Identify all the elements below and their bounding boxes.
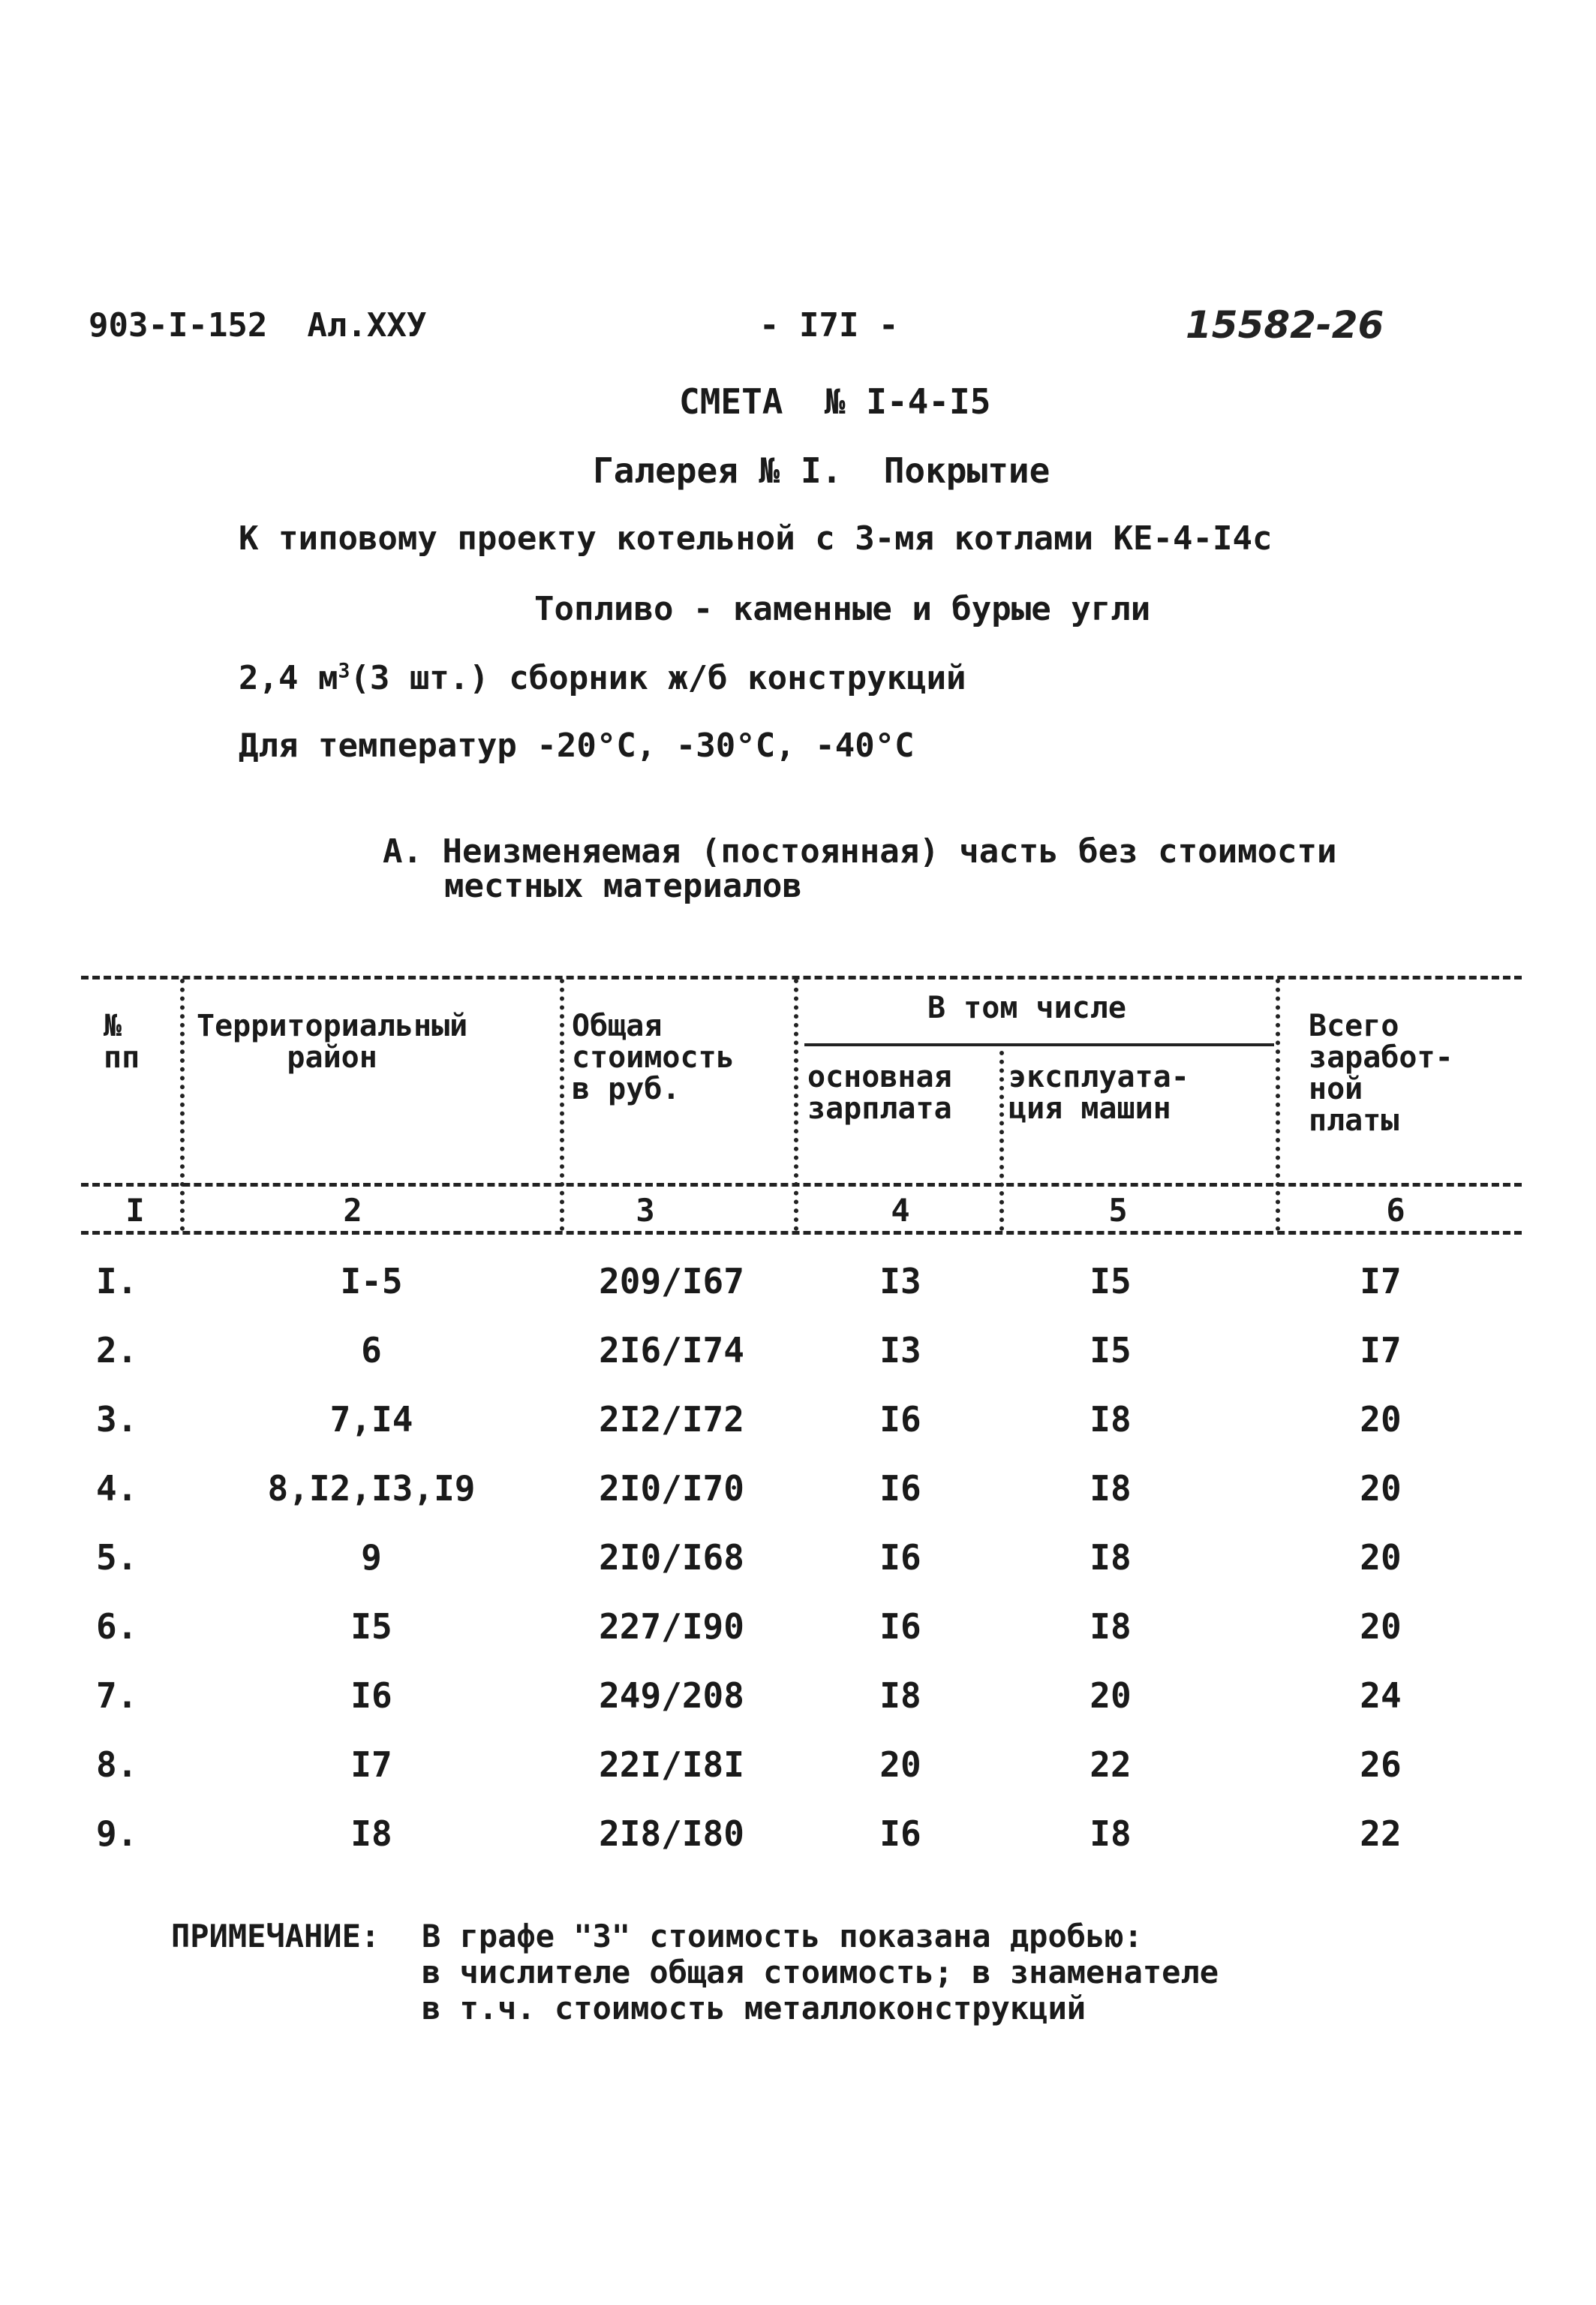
estimate-title: СМЕТА № I-4-I5	[679, 381, 991, 422]
wages-cell: 26	[1360, 1744, 1402, 1785]
column-number-5: 5	[1108, 1192, 1128, 1229]
collector-volume: 2,4 м	[239, 659, 338, 697]
salary-cell: I6	[879, 1813, 921, 1854]
column-numbers-bottom-rule	[81, 1231, 1522, 1235]
total-cost-cell: 249/208	[599, 1675, 744, 1716]
row-number: I.	[96, 1261, 138, 1301]
machines-cell: I8	[1090, 1606, 1132, 1647]
document-code: 903-I-152 Ал.XXУ	[89, 306, 427, 345]
column-divider-4	[999, 1051, 1004, 1231]
column-divider-1	[180, 979, 185, 1231]
total-cost-cell: 2I2/I72	[599, 1399, 744, 1440]
note-line-1: В графе "3" стоимость показана дробью:	[422, 1918, 1143, 1954]
row-number: 4.	[96, 1468, 138, 1509]
column-divider-2	[560, 979, 564, 1231]
note-line-3: в т.ч. стоимость металлоконструкций	[422, 1990, 1087, 2027]
region-cell: I5	[350, 1606, 392, 1647]
salary-cell: I3	[879, 1330, 921, 1371]
header-basic-salary: основная зарплата	[807, 1060, 952, 1126]
note-label: ПРИМЕЧАНИЕ:	[171, 1918, 380, 1954]
row-number: 3.	[96, 1399, 138, 1440]
salary-cell: I3	[879, 1261, 921, 1301]
header-number: № пп	[104, 1009, 140, 1075]
salary-cell: I6	[879, 1606, 921, 1647]
wages-cell: 20	[1360, 1468, 1402, 1509]
total-cost-cell: 209/I67	[599, 1261, 744, 1301]
note-line-2: в числителе общая стоимость; в знаменателе	[422, 1954, 1219, 1991]
total-cost-cell: 2I0/I70	[599, 1468, 744, 1509]
section-heading-line-1: А. Неизменяемая (постоянная) часть без стоимости	[383, 832, 1337, 871]
total-cost-cell: 2I8/I80	[599, 1813, 744, 1854]
machines-cell: I8	[1090, 1813, 1132, 1854]
wages-cell: 20	[1360, 1606, 1402, 1647]
header-bottom-rule	[81, 1183, 1522, 1187]
region-cell: I6	[350, 1675, 392, 1716]
wages-cell: I7	[1360, 1330, 1402, 1371]
header-total-wages: Всего заработ- ной платы	[1309, 1009, 1453, 1138]
machines-cell: I5	[1090, 1261, 1132, 1301]
salary-cell: I6	[879, 1468, 921, 1509]
total-cost-cell: 2I6/I74	[599, 1330, 744, 1371]
gallery-title: Галерея № I. Покрытие	[593, 450, 1050, 491]
header-machine-operation: эксплуата- ция машин	[1008, 1060, 1189, 1126]
column-divider-5	[1276, 979, 1280, 1231]
region-cell: I7	[350, 1744, 392, 1785]
wages-cell: I7	[1360, 1261, 1402, 1301]
row-number: 8.	[96, 1744, 138, 1785]
wages-cell: 24	[1360, 1675, 1402, 1716]
salary-cell: I6	[879, 1537, 921, 1578]
header-total-cost: Общая стоимость в руб.	[572, 1009, 735, 1106]
region-cell: I-5	[340, 1261, 403, 1301]
project-line: К типовому проекту котельной с 3-мя котлами КЕ-4-I4с	[239, 519, 1273, 558]
handwritten-document-id: 15582-26	[1186, 303, 1384, 347]
machines-cell: I8	[1090, 1537, 1132, 1578]
table-top-rule	[81, 976, 1522, 979]
wages-cell: 20	[1360, 1399, 1402, 1440]
total-cost-cell: 22I/I8I	[599, 1744, 744, 1785]
salary-cell: 20	[879, 1744, 921, 1785]
row-number: 6.	[96, 1606, 138, 1647]
wages-cell: 22	[1360, 1813, 1402, 1854]
region-cell: 6	[361, 1330, 382, 1371]
column-number-1: I	[125, 1192, 145, 1229]
total-cost-cell: 2I0/I68	[599, 1537, 744, 1578]
row-number: 7.	[96, 1675, 138, 1716]
row-number: 2.	[96, 1330, 138, 1371]
row-number: 5.	[96, 1537, 138, 1578]
salary-cell: I6	[879, 1399, 921, 1440]
machines-cell: 20	[1090, 1675, 1132, 1716]
header-including: В том числе	[927, 991, 1126, 1025]
machines-cell: 22	[1090, 1744, 1132, 1785]
wages-cell: 20	[1360, 1537, 1402, 1578]
page-number: - I7I -	[759, 306, 899, 345]
region-cell: I8	[350, 1813, 392, 1854]
machines-cell: I5	[1090, 1330, 1132, 1371]
column-divider-3	[794, 979, 798, 1231]
row-number: 9.	[96, 1813, 138, 1854]
collector-line	[239, 659, 966, 697]
region-cell: 7,I4	[329, 1399, 413, 1440]
header-region: Территориальный район	[197, 1009, 468, 1075]
salary-cell: I8	[879, 1675, 921, 1716]
region-cell: 8,I2,I3,I9	[267, 1468, 476, 1509]
region-cell: 9	[361, 1537, 382, 1578]
machines-cell: I8	[1090, 1468, 1132, 1509]
collector-description: (3 шт.) сборник ж/б конструкций	[350, 659, 966, 697]
column-number-2: 2	[343, 1192, 362, 1229]
machines-cell: I8	[1090, 1399, 1132, 1440]
column-number-6: 6	[1386, 1192, 1405, 1229]
temperatures-line: Для температур -20°С, -30°С, -40°С	[239, 727, 915, 765]
collector-volume-exponent: 3	[338, 659, 350, 683]
fuel-line: Топливо - каменные и бурые угли	[534, 590, 1151, 628]
column-number-4: 4	[891, 1192, 910, 1229]
total-cost-cell: 227/I90	[599, 1606, 744, 1647]
section-heading-line-2: местных материалов	[444, 867, 802, 905]
column-number-3: 3	[636, 1192, 655, 1229]
including-subheader-rule	[804, 1043, 1274, 1046]
